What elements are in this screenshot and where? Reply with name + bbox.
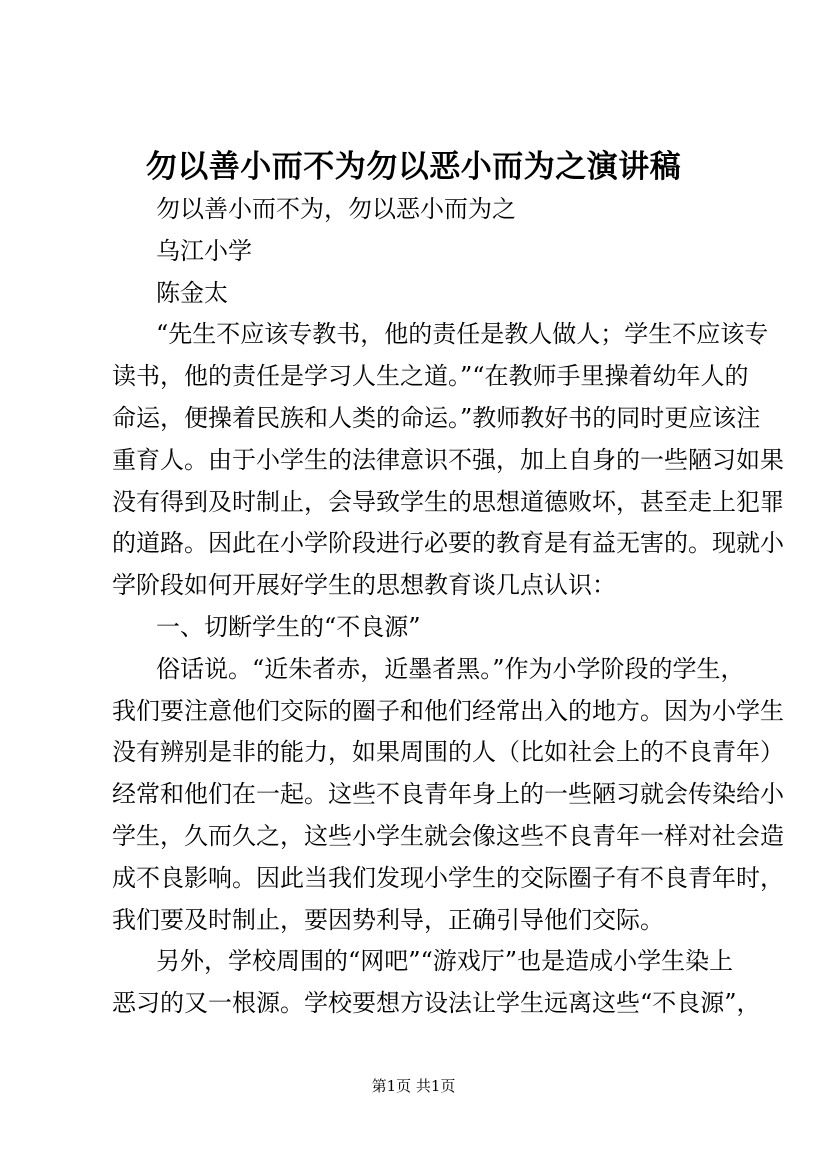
body-text-line: 没有得到及时制止，会导致学生的思想道德败坏，甚至走上犯罪 (112, 487, 784, 516)
document-body (112, 189, 784, 1025)
body-text-line: 陈金太 (156, 278, 228, 307)
body-text-line: 经常和他们在一起。这些不良青年身上的一些陋习就会传染给小 (112, 780, 784, 809)
body-text-line: 成不良影响。因此当我们发现小学生的交际圈子有不良青年时， (112, 863, 784, 892)
body-text-line: 乌江小学 (156, 236, 252, 265)
body-text-line: 一、切断学生的“不良源” (156, 612, 421, 641)
body-text-line: 俗话说。“近朱者赤，近墨者黑。”作为小学阶段的学生， (156, 654, 745, 683)
page-footer: 第1页 共1页 (371, 1077, 456, 1095)
body-text-line: 的道路。因此在小学阶段进行必要的教育是有益无害的。现就小 (112, 529, 784, 558)
body-text-line: “先生不应该专教书，他的责任是教人做人；学生不应该专 (156, 320, 769, 349)
body-text-line: 学阶段如何开展好学生的思想教育谈几点认识： (112, 571, 616, 600)
document-title: 勿以善小而不为勿以恶小而为之演讲稿 (145, 149, 682, 185)
body-text-line: 我们要注意他们交际的圈子和他们经常出入的地方。因为小学生 (112, 696, 784, 725)
body-text-line: 勿以善小而不为，勿以恶小而为之 (156, 195, 516, 223)
body-text-line: 另外，学校周围的“网吧”“游戏厅”也是造成小学生染上 (156, 947, 734, 976)
body-text-line: 没有辨别是非的能力，如果周围的人（比如社会上的不良青年） (112, 738, 784, 767)
body-text-line: 学生，久而久之，这些小学生就会像这些不良青年一样对社会造 (112, 821, 784, 850)
body-text-line: 读书，他的责任是学习人生之道。”“在教师手里操着幼年人的 (112, 362, 749, 391)
body-text-line: 命运，便操着民族和人类的命运。”教师教好书的同时更应该注 (112, 403, 761, 432)
body-text-line: 重育人。由于小学生的法律意识不强，加上自身的一些陋习如果 (112, 445, 784, 474)
body-text-line: 我们要及时制止，要因势利导，正确引导他们交际。 (112, 905, 664, 934)
body-text-line: 恶习的又一根源。学校要想方设法让学生远离这些“不良源”， (112, 989, 761, 1018)
